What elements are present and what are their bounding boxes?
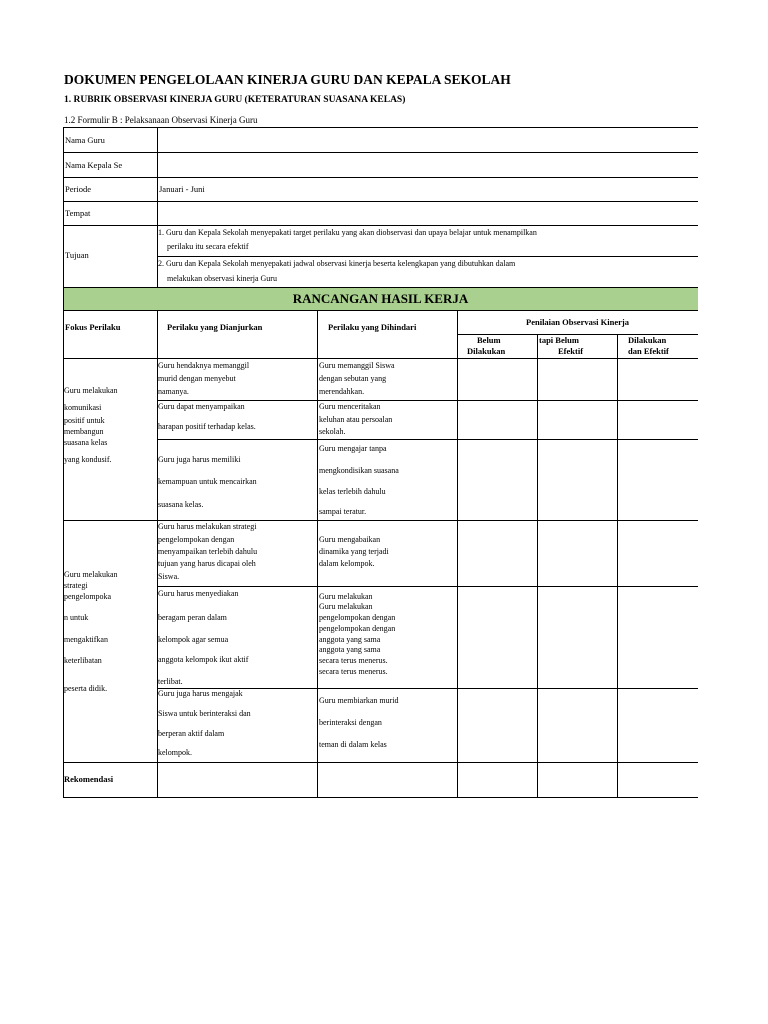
cell-line: tujuan yang harus dicapai oleh — [158, 559, 256, 568]
cell-line: Guru harus menyediakan — [158, 589, 239, 598]
tujuan-label: Tujuan — [65, 250, 89, 260]
header-penilaian: Penilaian Observasi Kinerja — [526, 317, 629, 327]
cell-line: menyampaikan terlebih dahulu — [158, 547, 258, 556]
nama-kepala-label: Nama Kepala Se — [65, 160, 123, 170]
group2-fokus-line: mengaktifkan — [64, 635, 108, 644]
cell-line: merendahkan. — [319, 387, 365, 396]
cell-line: Guru mengajar tanpa — [319, 444, 387, 453]
cell-line: secara terus menerus. — [319, 656, 388, 665]
document-subtitle: 1. RUBRIK OBSERVASI KINERJA GURU (KETERATURAN SUASANA KELAS) — [64, 95, 406, 105]
cell-line: Guru harus melakukan strategi — [158, 522, 257, 531]
cell-line: dengan sebutan yang — [319, 374, 387, 383]
tempat-label: Tempat — [65, 208, 91, 218]
group1-fokus-line: Guru melakukan — [64, 386, 118, 395]
periode-label: Periode — [65, 184, 91, 194]
section-title: RANCANGAN HASIL KERJA — [292, 291, 469, 306]
cell-line: murid dengan menyebut — [158, 374, 236, 383]
header-dianjurkan: Perilaku yang Dianjurkan — [167, 322, 263, 332]
group1-fokus-line: positif untuk — [64, 416, 105, 425]
header-belum: Belum — [477, 335, 501, 345]
cell-line: kemampuan untuk mencairkan — [158, 477, 257, 486]
header-tapi: tapi Belum — [539, 335, 579, 345]
cell-line: kelompok agar semua — [158, 635, 229, 644]
header-fokus: Fokus Perilaku — [65, 322, 121, 332]
group1-fokus-line: yang kondusif. — [64, 455, 112, 464]
group2-fokus-line: pengelompoka — [64, 592, 112, 601]
document-title: DOKUMEN PENGELOLAAN KINERJA GURU DAN KEPALA SEKOLAH — [64, 72, 511, 87]
group1-fokus-line: suasana kelas — [64, 438, 108, 447]
tujuan-item-2-cont: melakukan observasi kinerja Guru — [167, 274, 277, 283]
rekomendasi-label: Rekomendasi — [64, 774, 114, 784]
cell-line: dinamika yang terjadi — [319, 547, 389, 556]
cell-line: Siswa. — [158, 572, 180, 581]
cell-line: suasana kelas. — [158, 500, 204, 509]
cell-line: keluhan atau persoalan — [319, 415, 393, 424]
cell-line: terlibat. — [158, 677, 183, 686]
group2-fokus-line: keterlibatan — [64, 656, 102, 665]
cell-line: Guru dapat menyampaikan — [158, 402, 245, 411]
cell-line: kelas terlebih dahulu — [319, 487, 386, 496]
group2-fokus-line: strategi — [64, 581, 88, 590]
form-line: 1.2 Formulir B : Pelaksanaan Observasi Kinerja Guru — [64, 115, 258, 125]
cell-line: Guru memanggil Siswa — [319, 361, 395, 370]
cell-line: Guru juga harus memiliki — [158, 455, 241, 464]
cell-line: namanya. — [158, 387, 189, 396]
cell-line: anggota yang sama — [319, 635, 381, 644]
cell-line: Guru membiarkan murid — [319, 696, 399, 705]
cell-line: pengelompokan dengan — [158, 535, 235, 544]
cell-line: harapan positif terhadap kelas. — [158, 422, 256, 431]
cell-line: Guru menceritakan — [319, 402, 381, 411]
cell-line: berperan aktif dalam — [158, 729, 225, 738]
tujuan-item-1: 1. Guru dan Kepala Sekolah menyepakati target perilaku yang akan diobservasi dan upaya belajar untuk menampilkan — [158, 228, 537, 237]
cell-line: secara terus menerus. — [319, 667, 388, 676]
cell-line: pengelompokan dengan — [319, 624, 396, 633]
nama-guru-label: Nama Guru — [65, 135, 105, 145]
header-dilakukan: Dilakukan — [628, 335, 667, 345]
group1-fokus-line: membangun — [64, 427, 104, 436]
cell-line: beragam peran dalam — [158, 613, 227, 622]
cell-line: Guru melakukan — [319, 592, 373, 601]
cell-line: dalam kelompok. — [319, 559, 375, 568]
group2-fokus-line: n untuk — [64, 613, 89, 622]
tujuan-item-1-cont: perilaku itu secara efektif — [167, 242, 249, 251]
group2-fokus-line: peserta didik. — [64, 684, 108, 693]
cell-line: anggota kelompok ikut aktif — [158, 655, 249, 664]
cell-line: berinteraksi dengan — [319, 718, 382, 727]
cell-line: Siswa untuk berinteraksi dan — [158, 709, 251, 718]
cell-line: Guru juga harus mengajak — [158, 689, 243, 698]
cell-line: teman di dalam kelas — [319, 740, 387, 749]
cell-line: sekolah. — [319, 427, 346, 436]
cell-line: mengkondisikan suasana — [319, 466, 399, 475]
cell-line: Guru hendaknya memanggil — [158, 361, 250, 370]
cell-line: Guru mengabaikan — [319, 535, 381, 544]
header-belum-2: Dilakukan — [467, 346, 506, 356]
cell-line: pengelompokan dengan — [319, 613, 396, 622]
group1-fokus-line: komunikasi — [64, 403, 102, 412]
tujuan-item-2: 2. Guru dan Kepala Sekolah menyepakati jadwal observasi kinerja beserta kelengkapan yang dibutuhkan dalam — [158, 259, 516, 268]
cell-line: kelompok. — [158, 748, 192, 757]
cell-line: anggota yang sama — [319, 645, 381, 654]
cell-line: sampai teratur. — [319, 507, 367, 516]
header-dihindari: Perilaku yang Dihindari — [328, 322, 417, 332]
group2-fokus-line: Guru melakukan — [64, 570, 118, 579]
cell-line: Guru melakukan — [319, 602, 373, 611]
periode-value: Januari - Juni — [159, 184, 205, 194]
header-dilakukan-2: dan Efektif — [628, 346, 669, 356]
header-tapi-2: Efektif — [558, 346, 584, 356]
